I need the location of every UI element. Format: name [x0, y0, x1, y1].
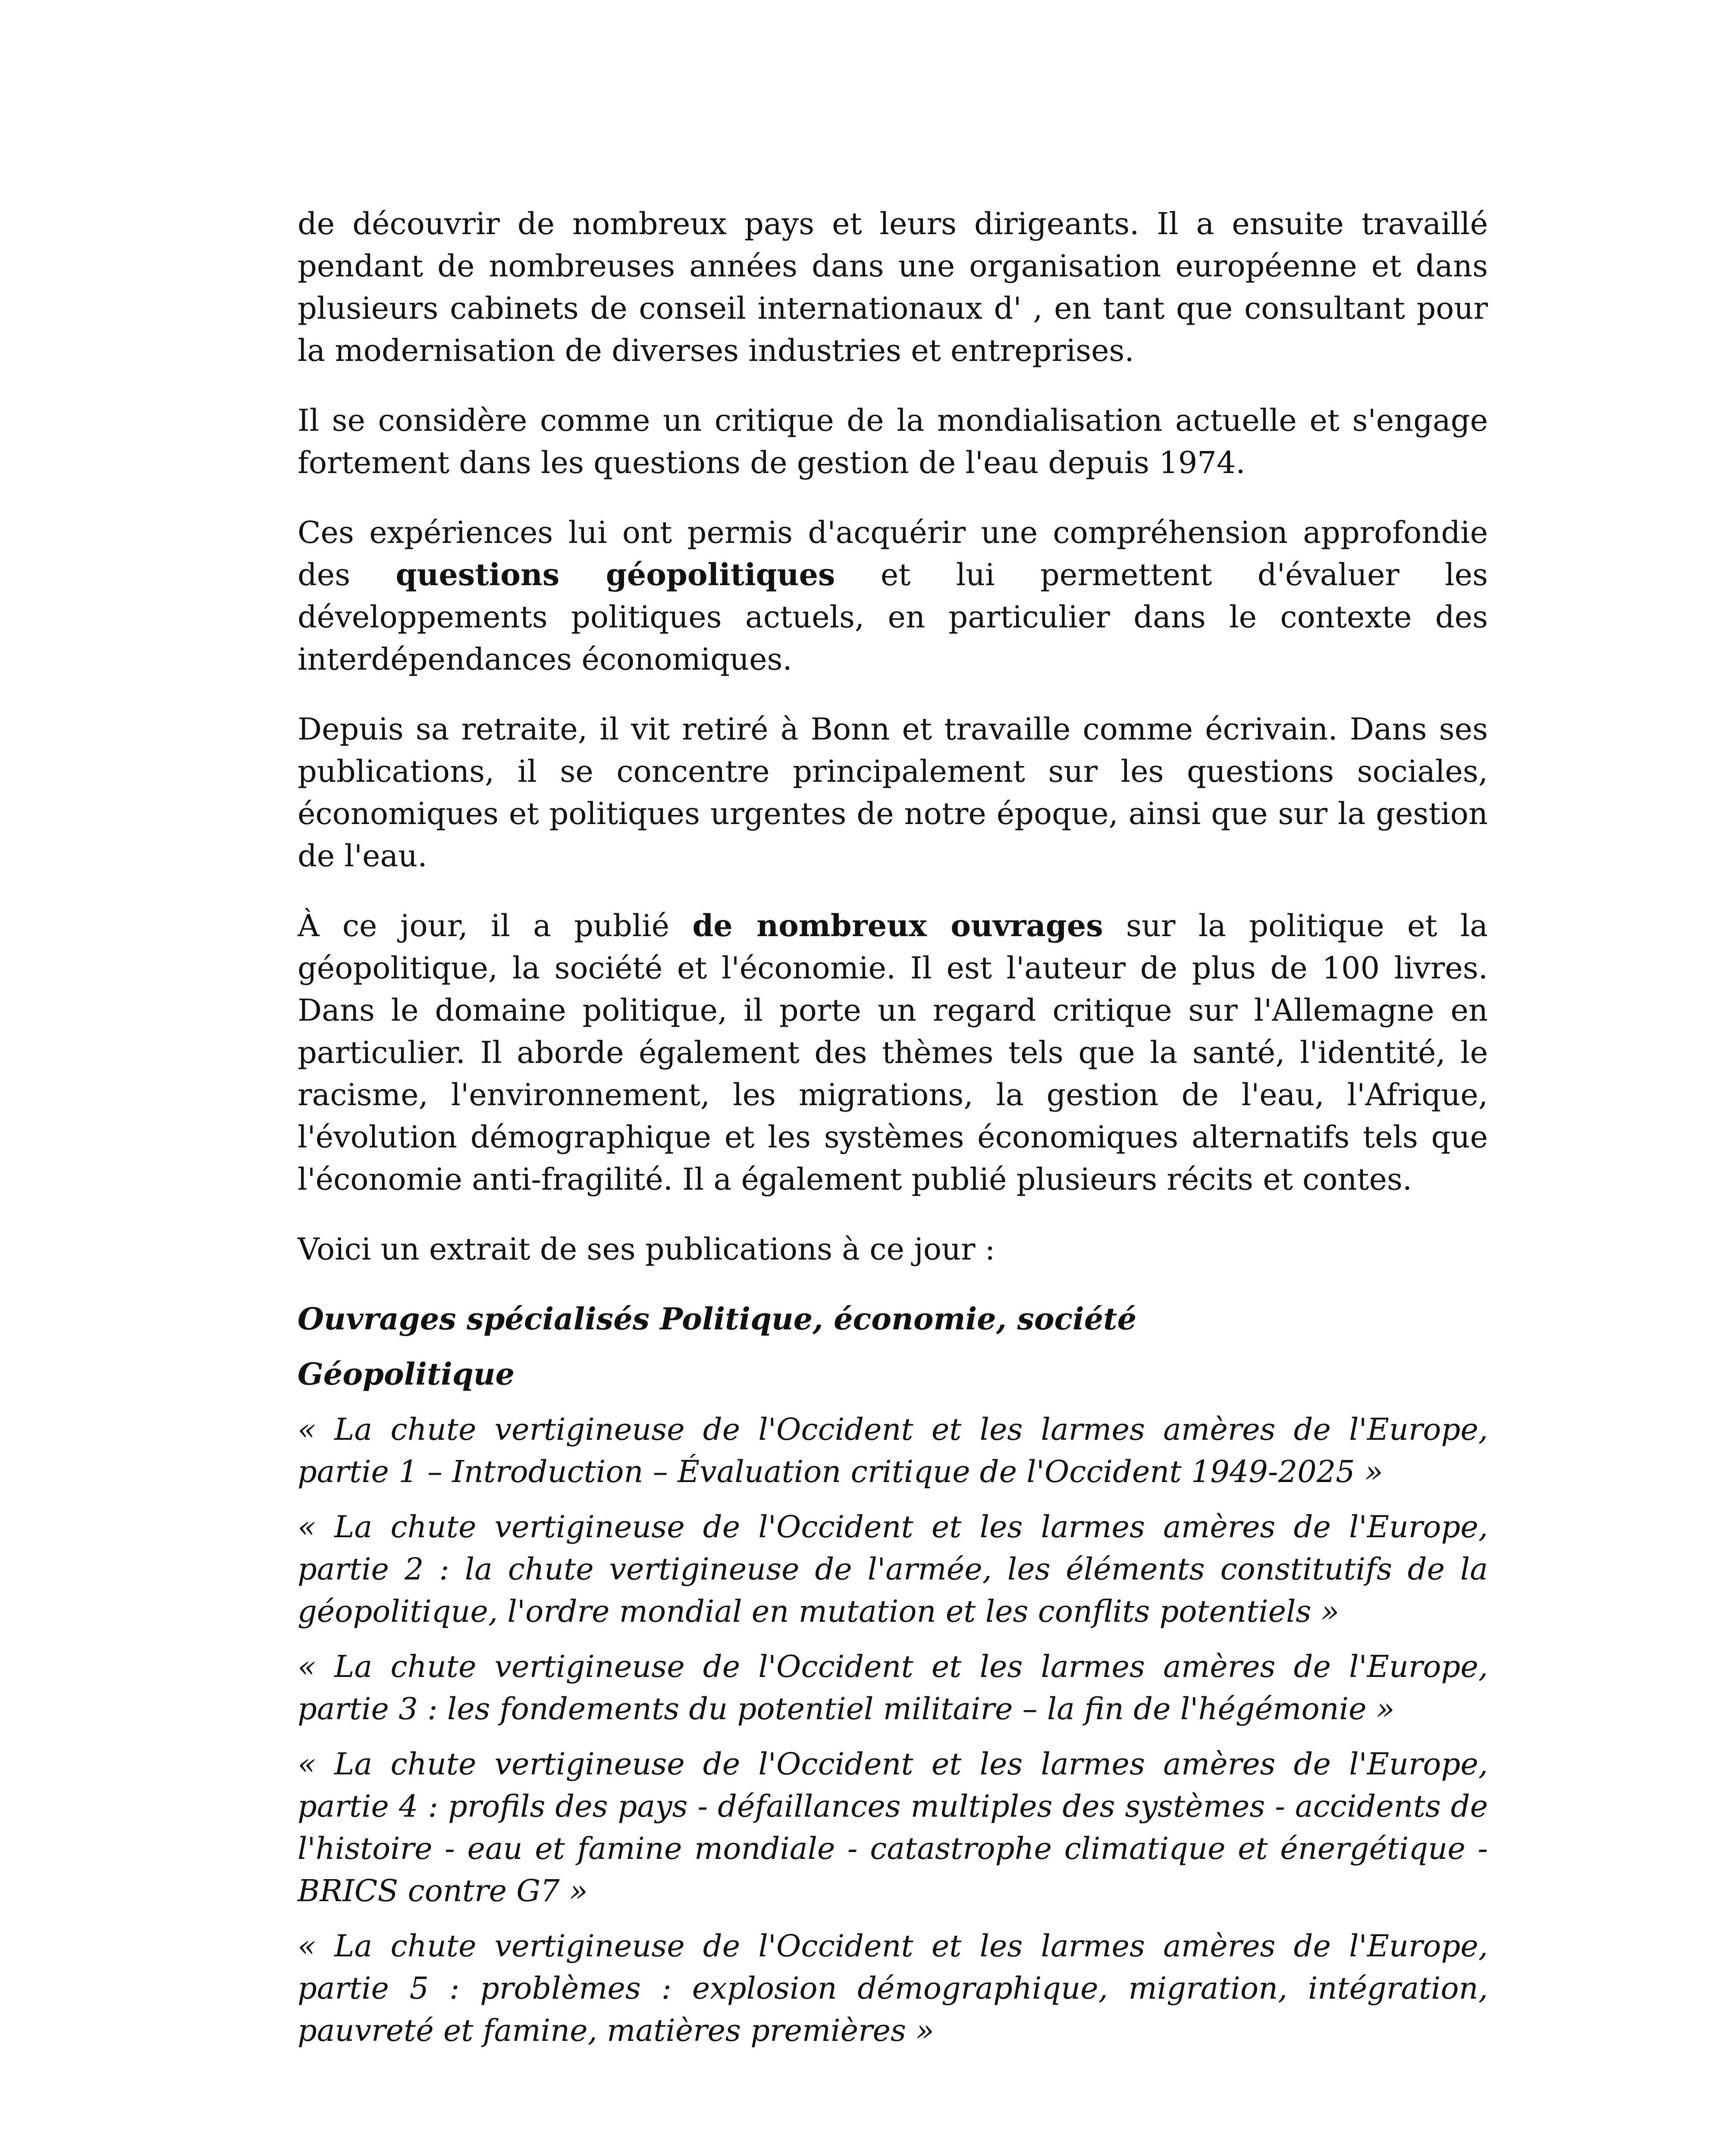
paragraph-career: [298, 203, 1488, 372]
paragraph-retirement-text: Depuis sa retraite, il vit retiré à Bonn et travaille comme écrivain. Dans ses publications, il se concentre principalement sur les questions sociales, économiques et politiques urgentes de notre époque, ainsi que sur la gestion de l'eau.: [298, 711, 1488, 874]
paragraph-globalization-text: Il se considère comme un critique de la mondialisation actuelle et s'engage fortement dans les questions de gestion de l'eau depuis 1974.: [298, 403, 1488, 480]
paragraph-extract-intro: [298, 1228, 1488, 1270]
paragraph-publications-after: sur la politique et la géopolitique, la société et l'économie. Il est l'auteur de plus de 100 livres. Dans le domaine politique, il porte un regard critique sur l'Allemagne en particulier. Il aborde également des thèmes tels que la santé, l'identité, le racisme, l'environnement, les migrations, la gestion de l'eau, l'Afrique, l'évolution démographique et les systèmes économiques alternatifs tels que l'économie anti-fragilité. Il a également publié plusieurs récits et contes.: [298, 908, 1488, 1197]
subsection-heading: Géopolitique: [298, 1356, 515, 1392]
book-entry-part-5: « La chute vertigineuse de l'Occident et les larmes amères de l'Europe, partie 5 : problèmes : explosion démographique, migration, intégration, pauvreté et famine, matières premières »: [298, 1928, 1488, 2048]
paragraph-geopolitics-before: Ces expériences lui ont permis d'acquérir une compréhension approfondie des: [298, 515, 1488, 592]
book-entry-part-3: « La chute vertigineuse de l'Occident et les larmes amères de l'Europe, partie 3 : les fondements du potentiel militaire – la fin de l'hégémonie »: [298, 1649, 1488, 1727]
paragraph-publications-before: À ce jour, il a publié: [298, 908, 693, 943]
book-entry-part-2: « La chute vertigineuse de l'Occident et les larmes amères de l'Europe, partie 2 : la chute vertigineuse de l'armée, les éléments constitutifs de la géopolitique, l'ordre mondial en mutation et les conflits potentiels »: [298, 1509, 1488, 1629]
paragraph-geopolitics-bold: questions géopolitiques: [395, 557, 835, 592]
paragraph-retirement: [298, 708, 1488, 877]
paragraph-publications-bold: de nombreux ouvrages: [692, 908, 1103, 943]
book-entry-part-1: « La chute vertigineuse de l'Occident et les larmes amères de l'Europe, partie 1 – Introduction – Évaluation critique de l'Occident 1949-2025 »: [298, 1412, 1488, 1489]
paragraph-geopolitics-after: et lui permettent d'évaluer les développements politiques actuels, en particulier dans le contexte des interdépendances économiques.: [298, 557, 1488, 677]
paragraph-career-text: de découvrir de nombreux pays et leurs dirigeants. Il a ensuite travaillé pendant de nombreuses années dans une organisation européenne et dans plusieurs cabinets de conseil internationaux d' , en tant que consultant pour la modernisation de diverses industries et entreprises.: [298, 206, 1488, 368]
paragraph-geopolitics: [298, 511, 1488, 680]
paragraph-globalization: [298, 399, 1488, 484]
document-body: [298, 203, 1488, 2065]
section-heading: Ouvrages spécialisés Politique, économie, société: [298, 1301, 1137, 1337]
book-entry-part-4: « La chute vertigineuse de l'Occident et les larmes amères de l'Europe, partie 4 : profils des pays - défaillances multiples des systèmes - accidents de l'histoire - eau et famine mondiale - catastrophe climatique et énergétique - BRICS contre G7 »: [298, 1746, 1488, 1908]
paragraph-extract-intro-text: Voici un extrait de ses publications à ce jour :: [298, 1232, 995, 1267]
paragraph-publications: [298, 905, 1488, 1200]
